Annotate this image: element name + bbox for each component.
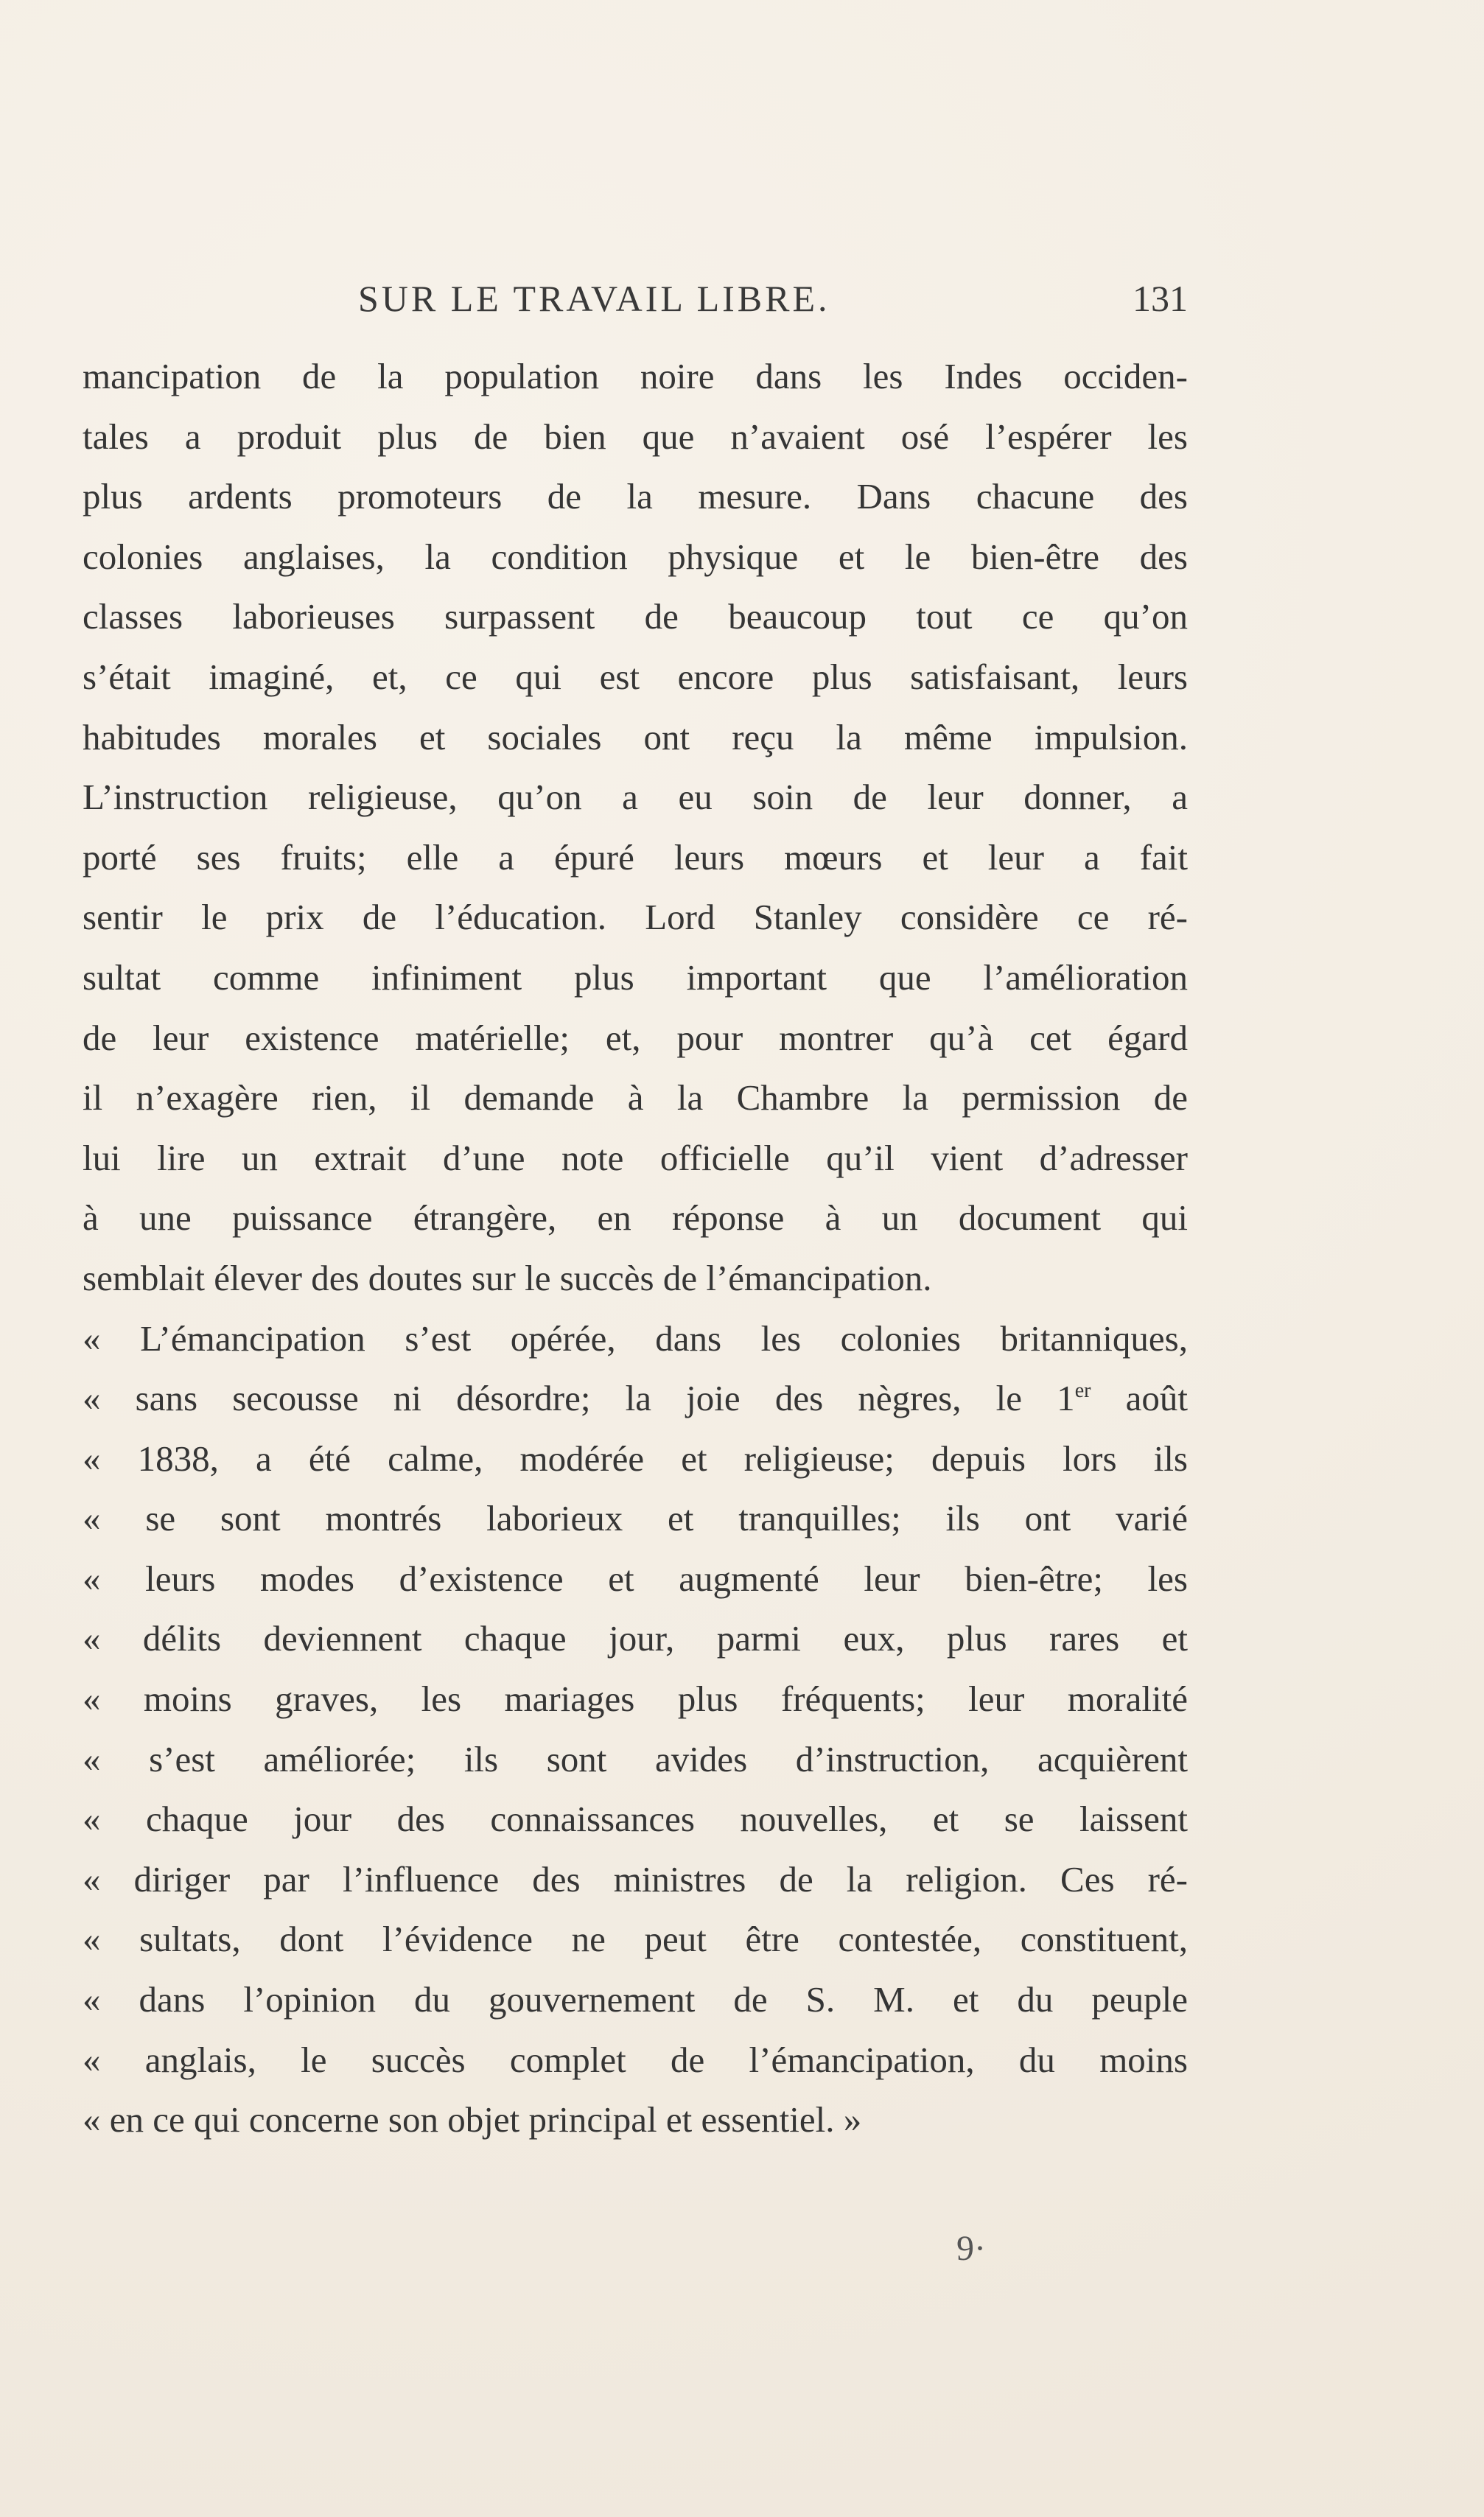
- running-title: SUR LE TRAVAIL LIBRE.: [358, 278, 830, 319]
- quote-line: « moins graves, les mariages plus fréquents; leur moralité: [83, 1678, 1188, 1720]
- text-line: classes laborieuses surpassent de beaucoup tout ce qu’on: [83, 596, 1188, 637]
- quote-line: « dans l’opinion du gouvernement de S. M. et du peuple: [83, 1979, 1188, 2020]
- text-line: sentir le prix de l’éducation. Lord Stanley considère ce ré-: [83, 897, 1188, 938]
- page-header: [83, 277, 1188, 329]
- body-text: [83, 346, 1188, 2150]
- quote-line: « en ce qui concerne son objet principal et essentiel. »: [83, 2099, 862, 2140]
- text-line: plus ardents promoteurs de la mesure. Dans chacune des: [83, 476, 1188, 517]
- quote-line: « se sont montrés laborieux et tranquilles; ils ont varié: [83, 1498, 1188, 1539]
- quote-line-start: « sans secousse ni désordre; la joie des nègres, le 1: [83, 1378, 1075, 1419]
- quote-line: « sultats, dont l’évidence ne peut être contestée, constituent,: [83, 1919, 1188, 1960]
- quote-line: « s’est améliorée; ils sont avides d’instruction, acquièrent: [83, 1738, 1188, 1779]
- quote-line-with-date: [83, 1368, 1188, 1429]
- text-line: semblait élever des doutes sur le succès de l’émancipation.: [83, 1257, 932, 1298]
- page-number: 131: [1133, 278, 1188, 319]
- text-line: sultat comme infiniment plus important que l’amélioration: [83, 956, 1188, 998]
- text-line: porté ses fruits; elle a épuré leurs mœurs et leur a fait: [83, 836, 1188, 878]
- text-line: s’était imaginé, et, ce qui est encore plus satisfaisant, leurs: [83, 656, 1188, 697]
- ordinal-superscript: er: [1074, 1379, 1091, 1403]
- text-line: habitudes morales et sociales ont reçu la même impulsion.: [83, 716, 1188, 757]
- text-line: L’instruction religieuse, qu’on a eu soin de leur donner, a: [83, 777, 1188, 818]
- quote-line: « délits deviennent chaque jour, parmi eux, plus rares et: [83, 1618, 1188, 1659]
- quote-line: « chaque jour des connaissances nouvelles, et se laissent: [83, 1799, 1188, 1840]
- text-line: mancipation de la population noire dans les Indes occiden-: [83, 356, 1188, 396]
- text-line: il n’exagère rien, il demande à la Chambre la permission de: [83, 1077, 1188, 1119]
- text-line: tales a produit plus de bien que n’avaient osé l’espérer les: [83, 416, 1188, 457]
- quote-line-end: août: [1091, 1378, 1188, 1419]
- quote-line: « L’émancipation s’est opérée, dans les colonies britanniques,: [83, 1317, 1188, 1359]
- text-line: à une puissance étrangère, en réponse à un document qui: [83, 1197, 1188, 1239]
- signature-mark: 9·: [956, 2229, 986, 2268]
- text-line: de leur existence matérielle; et, pour montrer qu’à cet égard: [83, 1017, 1188, 1058]
- quote-line: « diriger par l’influence des ministres de la religion. Ces ré-: [83, 1858, 1188, 1900]
- quote-line: « 1838, a été calme, modérée et religieuse; depuis lors ils: [83, 1438, 1188, 1479]
- text-line: lui lire un extrait d’une note officielle qu’il vient d’adresser: [83, 1137, 1188, 1178]
- quote-line: « anglais, le succès complet de l’émancipation, du moins: [83, 2039, 1188, 2080]
- quote-line: « leurs modes d’existence et augmenté leur bien-être; les: [83, 1558, 1188, 1599]
- text-line: colonies anglaises, la condition physique et le bien-être des: [83, 536, 1188, 577]
